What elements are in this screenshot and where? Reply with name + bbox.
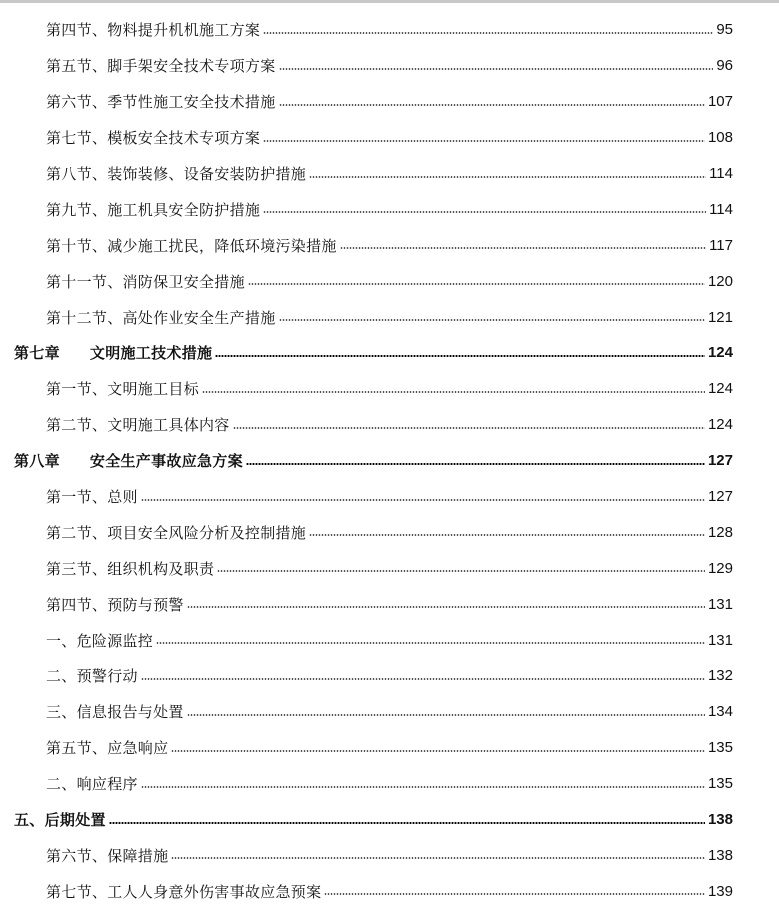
toc-section-entry[interactable] xyxy=(0,156,779,192)
toc-section-entry[interactable] xyxy=(0,694,779,730)
toc-entry-title: 第五节、应急响应 xyxy=(46,739,169,758)
toc-entry-label xyxy=(46,91,276,112)
toc-entry-title: 第一节、文明施工目标 xyxy=(46,380,200,399)
toc-chapter-number: 第八章 xyxy=(14,452,60,471)
toc-dot-leader xyxy=(187,714,705,716)
toc-entry-title: 第八节、装饰装修、设备安装防护措施 xyxy=(46,165,307,183)
toc-entry-title: 五、后期处置 xyxy=(14,811,106,830)
toc-entry-label xyxy=(46,701,184,722)
toc-entry-label xyxy=(46,665,138,686)
toc-page-number: 127 xyxy=(707,488,733,506)
toc-page-number: 138 xyxy=(707,846,733,864)
toc-entry-label xyxy=(46,558,214,579)
toc-entry-label xyxy=(46,235,337,256)
toc-page-number: 135 xyxy=(707,775,733,793)
toc-entry-title: 第七节、模板安全技术专项方案 xyxy=(46,129,261,148)
toc-page-number: 114 xyxy=(709,200,733,218)
toc-section-entry[interactable] xyxy=(0,622,779,658)
toc-dot-leader xyxy=(141,499,705,501)
toc-dot-leader xyxy=(215,355,705,357)
toc-entry-title: 一、危险源监控 xyxy=(46,631,154,650)
toc-page-number: 131 xyxy=(707,595,733,613)
toc-section-entry[interactable] xyxy=(0,191,779,227)
toc-dot-leader xyxy=(171,857,705,859)
toc-entry-label xyxy=(46,127,260,148)
toc-entry-label xyxy=(46,737,168,758)
toc-section-entry[interactable] xyxy=(0,586,779,622)
toc-entry-title: 第十一节、消防保卫安全措施 xyxy=(46,272,245,291)
toc-entry-label xyxy=(46,594,184,615)
toc-page-number: 139 xyxy=(707,882,733,900)
toc-page-number: 121 xyxy=(707,308,733,326)
toc-entry-label xyxy=(46,378,199,399)
toc-dot-leader xyxy=(279,68,714,70)
page-top-rule xyxy=(0,0,779,3)
toc-page-number: 107 xyxy=(707,93,733,111)
toc-dot-leader xyxy=(187,606,705,608)
toc-page-number: 95 xyxy=(716,21,733,39)
toc-page-number: 132 xyxy=(707,667,733,685)
toc-page-number: 131 xyxy=(707,631,733,649)
toc-section-entry[interactable] xyxy=(0,658,779,694)
toc-page-number: 124 xyxy=(707,380,733,398)
toc-dot-leader xyxy=(263,211,706,213)
toc-page-number: 127 xyxy=(707,452,733,470)
toc-entry-title: 二、响应程序 xyxy=(46,775,138,794)
toc-entry-label xyxy=(46,522,306,543)
toc-page-number: 129 xyxy=(707,559,733,577)
toc-section-entry[interactable] xyxy=(0,479,779,515)
toc-entry-label xyxy=(46,199,260,220)
toc-entry-label xyxy=(46,773,138,794)
toc-entry-title: 第七节、工人人身意外伤害事故应急预案 xyxy=(46,882,322,901)
toc-entry-title: 第十节、减少施工扰民，降低环境污染措施 xyxy=(46,236,337,255)
toc-dot-leader xyxy=(171,750,705,752)
toc-entry-title: 三、信息报告与处置 xyxy=(46,703,184,722)
toc-page-number: 124 xyxy=(707,416,733,434)
toc-section-entry[interactable] xyxy=(0,371,779,407)
toc-section-entry[interactable] xyxy=(0,550,779,586)
toc-entry-label xyxy=(46,486,138,507)
toc-chapter-number: 第七章 xyxy=(14,344,60,363)
toc-entry-label xyxy=(46,307,276,328)
toc-section-entry[interactable] xyxy=(0,120,779,156)
toc-entry-title: 第六节、保障措施 xyxy=(46,846,169,865)
toc-entry-label xyxy=(46,19,260,40)
toc-entry-label xyxy=(14,809,106,830)
toc-dot-leader xyxy=(246,463,705,465)
toc-dot-leader xyxy=(309,176,706,178)
toc-entry-title: 第四节、物料提升机机施工方案 xyxy=(46,21,261,40)
toc-page-number: 134 xyxy=(707,703,733,721)
toc-entry-title: 第二节、项目安全风险分析及控制措施 xyxy=(46,523,307,542)
toc-page-number: 120 xyxy=(707,272,733,290)
toc-entry-label xyxy=(46,414,230,435)
toc-dot-leader xyxy=(156,642,705,644)
toc-entry-title: 二、预警行动 xyxy=(46,667,138,686)
toc-entry-label xyxy=(46,630,153,651)
toc-page-number: 124 xyxy=(707,344,733,362)
toc-section-entry[interactable] xyxy=(0,407,779,443)
toc-dot-leader xyxy=(279,104,705,106)
toc-entry-label xyxy=(14,450,243,471)
toc-dot-leader xyxy=(309,534,705,536)
toc-entry-label xyxy=(14,342,212,363)
toc-page-number: 108 xyxy=(707,129,733,147)
table-of-contents xyxy=(0,12,779,909)
toc-entry-title: 第六节、季节性施工安全技术措施 xyxy=(46,93,276,112)
toc-section-entry[interactable] xyxy=(0,766,779,802)
toc-entry-title: 第十二节、高处作业安全生产措施 xyxy=(46,308,276,327)
toc-chapter-entry[interactable] xyxy=(0,335,779,371)
toc-section-entry[interactable] xyxy=(0,48,779,84)
toc-section-entry[interactable] xyxy=(0,730,779,766)
toc-dot-leader xyxy=(202,391,705,393)
toc-entry-title: 第一节、总则 xyxy=(46,488,138,507)
toc-dot-leader xyxy=(141,678,705,680)
toc-chapter-entry[interactable] xyxy=(0,443,779,479)
toc-page-number: 96 xyxy=(716,57,733,75)
toc-entry-title: 第二节、文明施工具体内容 xyxy=(46,416,230,435)
toc-dot-leader xyxy=(217,570,705,572)
toc-entry-label xyxy=(46,55,276,76)
toc-page-number: 135 xyxy=(707,739,733,757)
toc-entry-title: 第四节、预防与预警 xyxy=(46,595,184,614)
toc-entry-title: 第九节、施工机具安全防护措施 xyxy=(46,200,261,219)
toc-section-entry[interactable] xyxy=(0,12,779,48)
toc-section-entry[interactable] xyxy=(0,227,779,263)
toc-entry-title: 第三节、组织机构及职责 xyxy=(46,559,215,578)
toc-dot-leader xyxy=(263,140,705,142)
toc-section-entry[interactable] xyxy=(0,84,779,120)
toc-section-entry[interactable] xyxy=(0,514,779,550)
toc-entry-title: 安全生产事故应急方案 xyxy=(89,452,243,471)
toc-chapter-entry[interactable] xyxy=(0,802,779,838)
toc-dot-leader xyxy=(233,427,705,429)
toc-entry-label xyxy=(46,845,168,866)
toc-dot-leader xyxy=(263,32,713,34)
toc-section-entry[interactable] xyxy=(0,873,779,909)
toc-page-number: 128 xyxy=(707,523,733,541)
toc-dot-leader xyxy=(141,786,705,788)
toc-page-number: 114 xyxy=(709,165,733,182)
toc-entry-title: 文明施工技术措施 xyxy=(89,344,213,363)
toc-section-entry[interactable] xyxy=(0,837,779,873)
toc-dot-leader xyxy=(109,822,705,824)
toc-dot-leader xyxy=(248,283,705,285)
toc-entry-label xyxy=(46,271,245,292)
toc-entry-label xyxy=(46,163,306,184)
toc-dot-leader xyxy=(279,319,705,321)
toc-dot-leader xyxy=(324,893,705,895)
toc-section-entry[interactable] xyxy=(0,263,779,299)
toc-dot-leader xyxy=(340,247,706,249)
toc-section-entry[interactable] xyxy=(0,299,779,335)
toc-page-number: 117 xyxy=(709,236,733,254)
toc-page-number: 138 xyxy=(707,811,733,829)
toc-entry-title: 第五节、脚手架安全技术专项方案 xyxy=(46,57,276,76)
